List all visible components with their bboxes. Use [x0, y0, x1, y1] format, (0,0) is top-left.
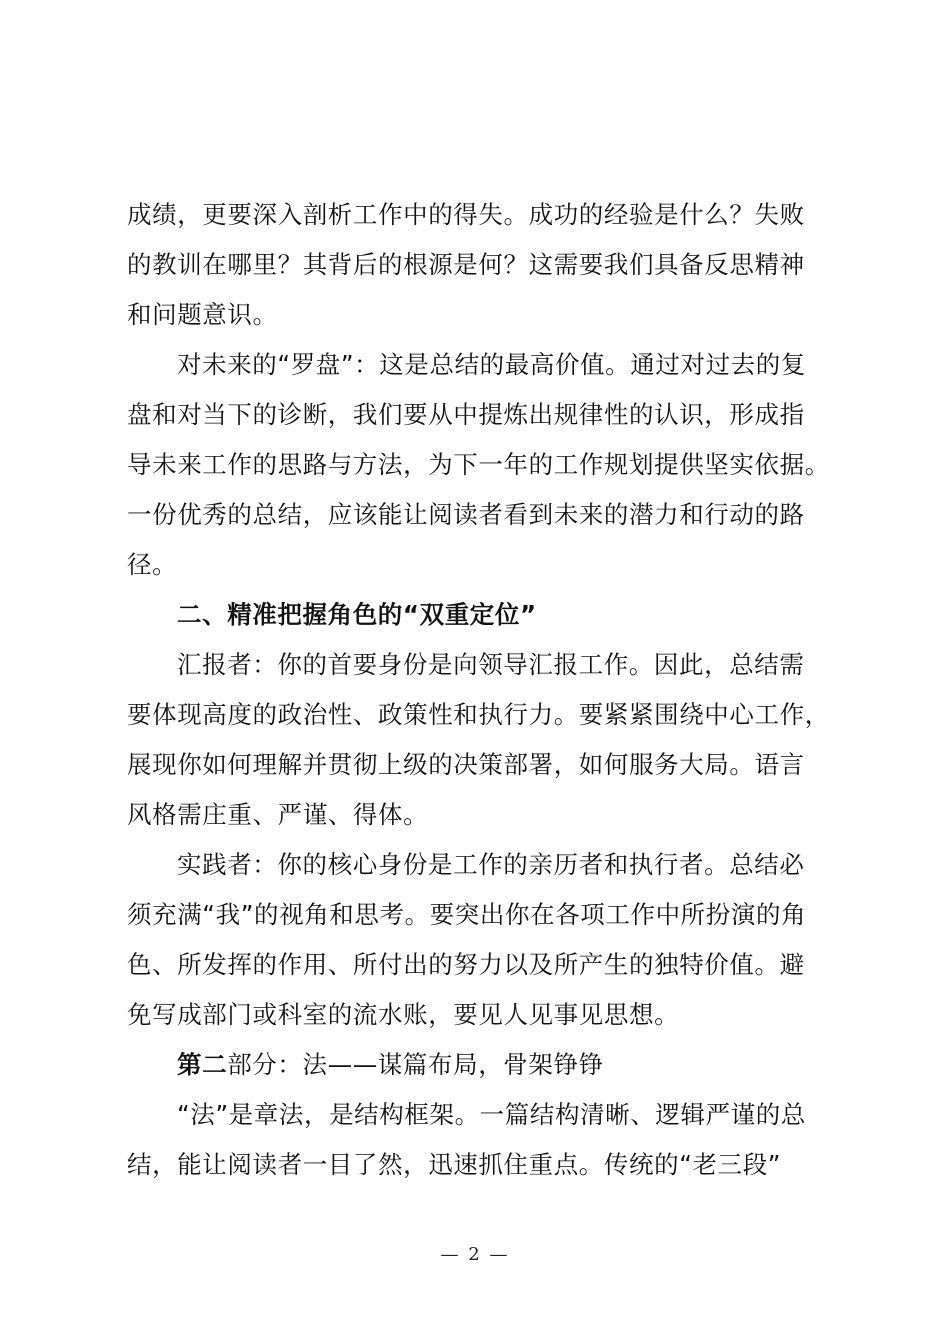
section-heading: 二、精准把握角色的“双重定位” [177, 600, 537, 629]
paragraph-line: 的教训在哪里？其背后的根源是何？这需要我们具备反思精神 [127, 250, 805, 279]
paragraph-line: 一份优秀的总结，应该能让阅读者看到未来的潜力和行动的路 [127, 500, 805, 529]
part-heading-rest: 部分：法——谋篇布局，骨架铮铮 [227, 1050, 604, 1079]
paragraph-line: 风格需庄重、严谨、得体。 [127, 800, 429, 829]
paragraph-line: 汇报者：你的首要身份是向领导汇报工作。因此，总结需 [177, 650, 805, 679]
paragraph-line: 对未来的“罗盘”：这是总结的最高价值。通过对过去的复 [177, 350, 806, 379]
page-number: — 2 — [440, 1244, 510, 1265]
paragraph-line: 盘和对当下的诊断，我们要从中提炼出规律性的认识，形成指 [127, 400, 805, 429]
part-heading [127, 1040, 823, 1090]
paragraph-line: 结，能让阅读者一目了然，迅速抓住重点。传统的“老三段” [127, 1150, 782, 1179]
paragraph-line: 成绩，更要深入剖析工作中的得失。成功的经验是什么？失败 [127, 200, 805, 229]
paragraph-line: 实践者：你的核心身份是工作的亲历者和执行者。总结必 [177, 850, 805, 879]
paragraph-line: 须充满“我”的视角和思考。要突出你在各项工作中所扮演的角 [127, 900, 807, 929]
part-heading-bold: 第二 [177, 1050, 228, 1079]
paragraph-line: 和问题意识。 [127, 300, 278, 329]
paragraph-line: 色、所发挥的作用、所付出的努力以及所产生的独特价值。避 [127, 950, 805, 979]
paragraph-line: 要体现高度的政治性、政策性和执行力。要紧紧围绕中心工作， [127, 700, 830, 729]
document-body [127, 190, 830, 1190]
paragraph-line: 展现你如何理解并贯彻上级的决策部署，如何服务大局。语言 [127, 750, 805, 779]
paragraph-line: 径。 [127, 550, 178, 579]
paragraph-line: “法”是章法，是结构框架。一篇结构清晰、逻辑严谨的总 [177, 1100, 806, 1129]
paragraph-line: 导未来工作的思路与方法，为下一年的工作规划提供坚实依据。 [127, 450, 830, 479]
paragraph-line: 免写成部门或科室的流水账，要见人见事见思想。 [127, 1000, 680, 1029]
